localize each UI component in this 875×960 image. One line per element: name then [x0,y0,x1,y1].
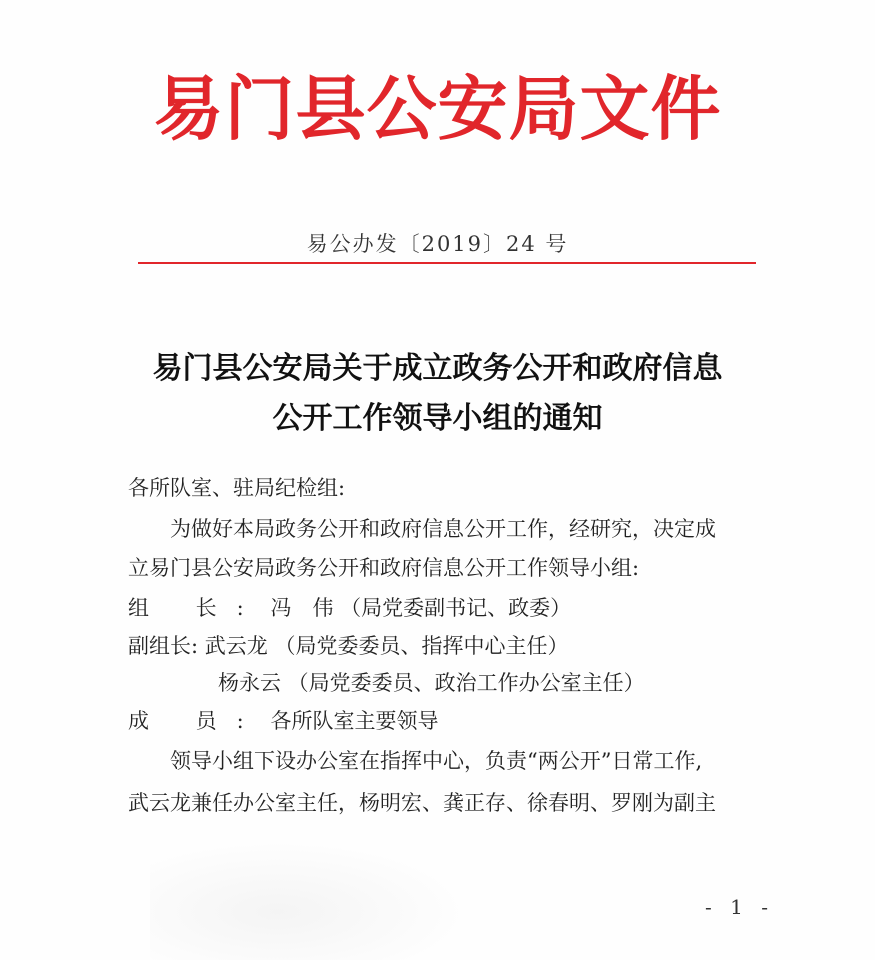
notice-title-line-1: 易门县公安局关于成立政务公开和政府信息 [152,351,723,386]
paragraph-1-line-1: 为做好本局政务公开和政府信息公开工作，经研究，决定成 [170,517,716,541]
page-number: - 1 - [705,895,774,919]
notice-title-line-2: 公开工作领导小组的通知 [272,401,603,436]
paragraph-1-line-2: 立易门县公安局政务公开和政府信息公开工作领导小组: [128,556,640,580]
deputy-leader-label: 副组长: [128,634,199,658]
scan-shading [150,840,470,960]
notice-title [0,344,875,444]
member-value: 各所队室主要领导 [270,709,439,733]
document-number: 易公办发〔2019〕24 号 [306,232,569,256]
leader-row [128,593,768,623]
red-divider-line [138,262,756,264]
paragraph-2-line-2: 武云龙兼任办公室主任，杨明宏、龚正存、徐春明、罗刚为副主 [128,791,716,815]
leader-value: 冯 伟 （局党委副书记、政委） [270,596,572,620]
deputy-leader-value-1: 武云龙 （局党委委员、指挥中心主任） [204,634,569,658]
document-header-title: 易门县公安局文件 [153,67,722,150]
member-label: 成 员: [128,709,264,733]
member-row [128,706,768,736]
paragraph-2-line-1: 领导小组下设办公室在指挥中心，负责“两公开”日常工作, [170,749,703,773]
deputy-leader-row [128,631,768,661]
deputy-leader-value-2: 杨永云 （局党委委员、政治工作办公室主任） [218,671,645,695]
addressee: 各所队室、驻局纪检组: [128,476,346,500]
leader-label: 组 长: [128,596,264,620]
